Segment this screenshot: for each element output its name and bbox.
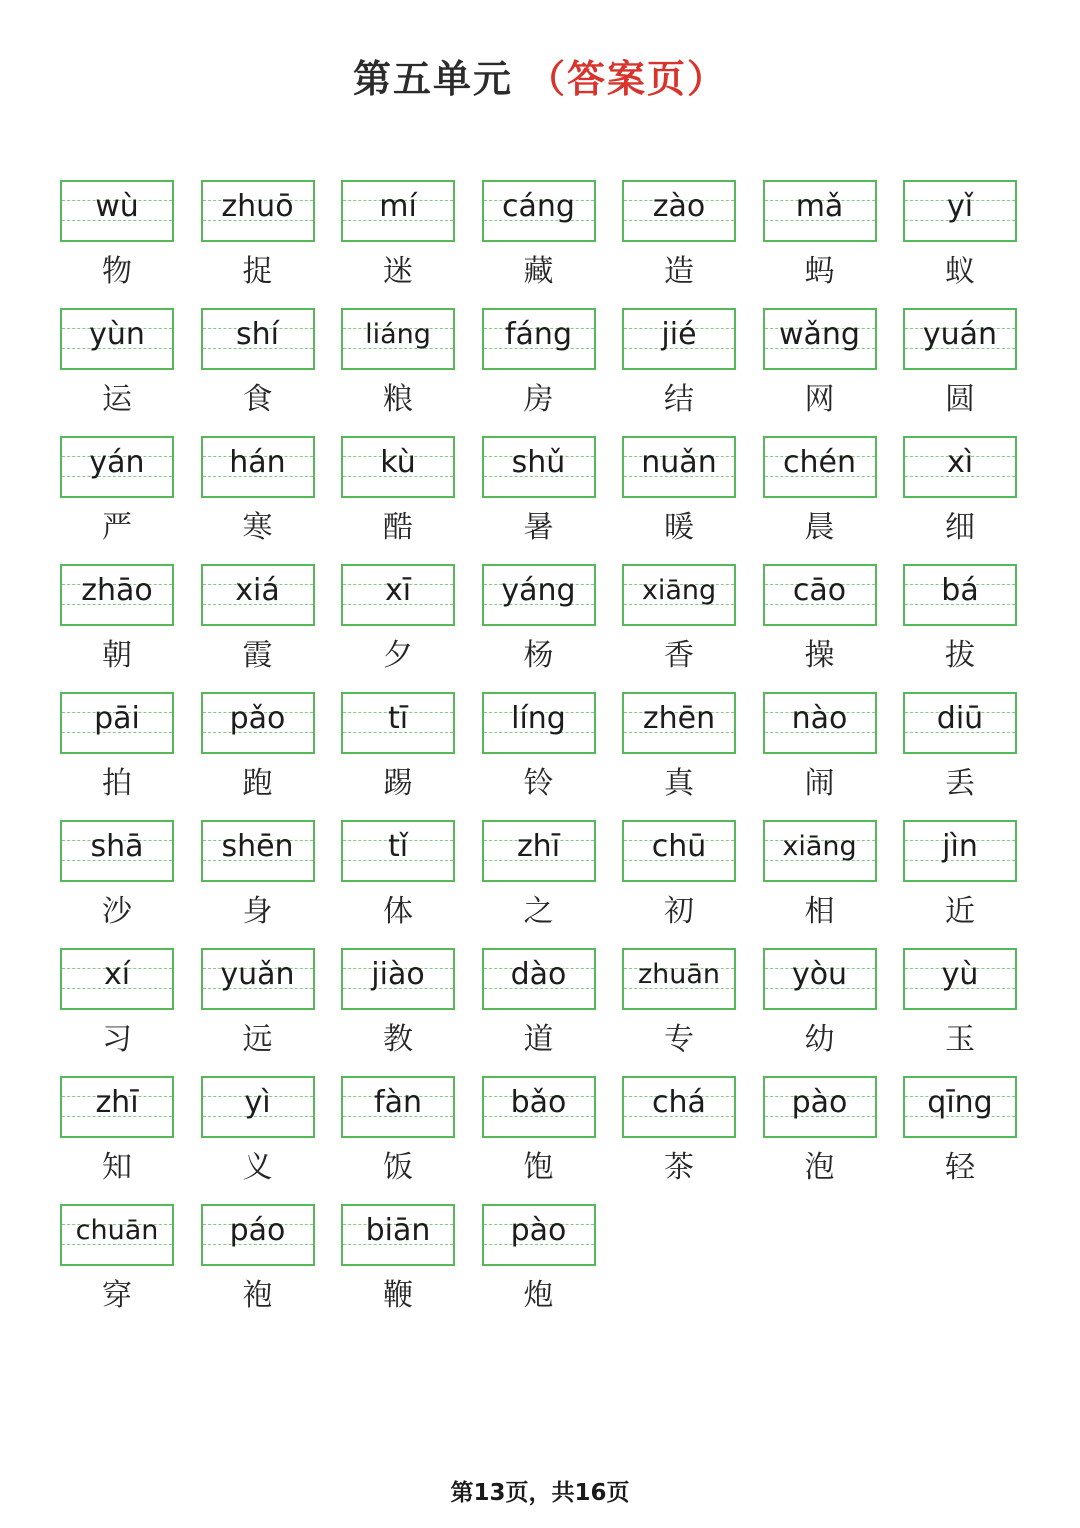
hanzi-char: 圆 xyxy=(945,382,975,417)
hanzi-char: 饭 xyxy=(383,1150,413,1185)
pinyin-box xyxy=(60,564,174,626)
pinyin-text: xiá xyxy=(235,573,280,608)
pinyin-text: fàn xyxy=(374,1085,422,1120)
word-cell xyxy=(622,564,736,692)
word-cell xyxy=(622,308,736,436)
word-cell xyxy=(201,180,315,308)
pinyin-text: chá xyxy=(652,1085,706,1120)
pinyin-box xyxy=(622,308,736,370)
pinyin-box xyxy=(60,948,174,1010)
pinyin-box xyxy=(622,564,736,626)
pinyin-text: xiāng xyxy=(641,575,717,606)
pinyin-text: zhuān xyxy=(637,959,721,990)
word-cell xyxy=(763,436,877,564)
hanzi-char: 物 xyxy=(102,254,132,289)
hanzi-char: 沙 xyxy=(102,894,132,929)
hanzi-char: 捉 xyxy=(242,254,273,289)
hanzi-char: 运 xyxy=(102,382,132,417)
pinyin-box xyxy=(60,308,174,370)
word-cell xyxy=(903,308,1017,436)
pinyin-box xyxy=(201,1204,315,1266)
hanzi-char: 身 xyxy=(242,894,273,929)
title-main: 第五单元 xyxy=(352,56,513,101)
pinyin-box xyxy=(903,180,1017,242)
hanzi-char: 专 xyxy=(664,1022,694,1057)
hanzi-char: 踢 xyxy=(383,766,413,801)
pinyin-box xyxy=(903,436,1017,498)
grid-row xyxy=(60,308,1020,436)
pinyin-box xyxy=(763,180,877,242)
pinyin-text: yuǎn xyxy=(220,957,295,992)
pinyin-text: xí xyxy=(103,957,131,992)
word-cell xyxy=(60,948,174,1076)
pinyin-box xyxy=(60,436,174,498)
hanzi-char: 晨 xyxy=(804,510,835,545)
pinyin-box xyxy=(201,692,315,754)
hanzi-char: 寒 xyxy=(242,510,273,545)
hanzi-char: 远 xyxy=(242,1022,273,1057)
word-cell xyxy=(622,948,736,1076)
pinyin-box xyxy=(482,948,596,1010)
grid-row xyxy=(60,180,1020,308)
hanzi-char: 暑 xyxy=(523,510,554,545)
pinyin-box xyxy=(622,692,736,754)
hanzi-char: 幼 xyxy=(804,1022,835,1057)
pinyin-box xyxy=(903,692,1017,754)
hanzi-char: 跑 xyxy=(242,766,273,801)
pinyin-answer-grid xyxy=(60,180,1020,1332)
pinyin-box xyxy=(60,1204,174,1266)
pinyin-box xyxy=(201,948,315,1010)
pinyin-text: cāo xyxy=(792,573,847,608)
word-cell xyxy=(903,180,1017,308)
word-cell xyxy=(60,692,174,820)
pinyin-text: fáng xyxy=(504,317,572,352)
pinyin-box xyxy=(622,820,736,882)
pinyin-box xyxy=(341,1076,455,1138)
grid-row xyxy=(60,1076,1020,1204)
pinyin-text: tī xyxy=(387,701,409,736)
word-cell xyxy=(763,820,877,948)
pinyin-box xyxy=(341,564,455,626)
word-cell xyxy=(763,692,877,820)
pinyin-text: jié xyxy=(661,317,697,352)
hanzi-char: 霞 xyxy=(242,638,273,673)
pinyin-text: yǐ xyxy=(946,189,974,224)
pinyin-text: kù xyxy=(380,445,416,480)
word-cell xyxy=(60,1076,174,1204)
pinyin-box xyxy=(482,820,596,882)
hanzi-char: 杨 xyxy=(523,638,554,673)
hanzi-char: 香 xyxy=(664,638,694,673)
word-cell xyxy=(201,1076,315,1204)
word-cell xyxy=(201,436,315,564)
pinyin-box xyxy=(622,948,736,1010)
pinyin-box xyxy=(763,564,877,626)
hanzi-char: 义 xyxy=(242,1150,273,1185)
grid-row xyxy=(60,564,1020,692)
word-cell xyxy=(622,1076,736,1204)
pinyin-text: hán xyxy=(229,445,286,480)
pinyin-text: mǎ xyxy=(795,189,844,224)
pinyin-box xyxy=(622,1076,736,1138)
hanzi-char: 茶 xyxy=(664,1150,694,1185)
pinyin-box xyxy=(60,692,174,754)
pinyin-box xyxy=(341,948,455,1010)
hanzi-char: 闹 xyxy=(804,766,835,801)
pinyin-box xyxy=(201,820,315,882)
pinyin-box xyxy=(482,564,596,626)
word-cell xyxy=(903,1076,1017,1204)
word-cell xyxy=(341,820,455,948)
hanzi-char: 玉 xyxy=(945,1022,975,1057)
pinyin-box xyxy=(60,820,174,882)
word-cell xyxy=(341,308,455,436)
grid-row xyxy=(60,820,1020,948)
hanzi-char: 穿 xyxy=(102,1278,132,1313)
word-cell xyxy=(482,820,596,948)
pinyin-text: zhuō xyxy=(221,189,294,224)
pinyin-box xyxy=(201,180,315,242)
pinyin-text: yòu xyxy=(791,957,848,992)
pinyin-text: zhī xyxy=(95,1085,139,1120)
pinyin-text: líng xyxy=(511,701,566,736)
pinyin-text: cáng xyxy=(502,189,575,224)
pinyin-box xyxy=(482,180,596,242)
pinyin-text: biān xyxy=(365,1213,431,1248)
pinyin-text: pǎo xyxy=(229,701,286,736)
hanzi-char: 之 xyxy=(523,894,554,929)
hanzi-char: 道 xyxy=(523,1022,554,1057)
pinyin-text: chén xyxy=(783,445,856,480)
hanzi-char: 迷 xyxy=(383,254,413,289)
pinyin-text: xī xyxy=(384,573,412,608)
hanzi-char: 严 xyxy=(102,510,132,545)
pinyin-text: bá xyxy=(941,573,979,608)
word-cell xyxy=(201,564,315,692)
pinyin-box xyxy=(60,1076,174,1138)
pinyin-text: zào xyxy=(652,189,706,224)
hanzi-char: 泡 xyxy=(804,1150,835,1185)
pinyin-box xyxy=(482,436,596,498)
pinyin-text: diū xyxy=(936,701,984,736)
pinyin-box xyxy=(622,180,736,242)
word-cell xyxy=(903,820,1017,948)
word-cell xyxy=(622,436,736,564)
hanzi-char: 知 xyxy=(102,1150,132,1185)
hanzi-char: 夕 xyxy=(383,638,413,673)
hanzi-char: 拍 xyxy=(102,766,132,801)
word-cell xyxy=(60,180,174,308)
pinyin-box xyxy=(482,692,596,754)
grid-row xyxy=(60,1204,1020,1332)
hanzi-char: 真 xyxy=(664,766,694,801)
hanzi-char: 暖 xyxy=(664,510,694,545)
pinyin-text: nào xyxy=(791,701,848,736)
pinyin-text: yuán xyxy=(922,317,998,352)
pinyin-text: wù xyxy=(95,189,139,224)
word-cell xyxy=(201,820,315,948)
hanzi-char: 饱 xyxy=(523,1150,554,1185)
pinyin-text: yù xyxy=(941,957,979,992)
word-cell xyxy=(903,436,1017,564)
pinyin-text: chū xyxy=(651,829,707,864)
word-cell xyxy=(60,564,174,692)
pinyin-box xyxy=(763,436,877,498)
word-cell xyxy=(341,692,455,820)
hanzi-char: 食 xyxy=(242,382,273,417)
pinyin-box xyxy=(60,180,174,242)
pinyin-box xyxy=(903,308,1017,370)
word-cell xyxy=(903,948,1017,1076)
pinyin-text: yùn xyxy=(89,317,145,352)
pinyin-box xyxy=(763,948,877,1010)
pinyin-text: qīng xyxy=(927,1085,993,1120)
pinyin-text: zhāo xyxy=(81,573,153,608)
hanzi-char: 酷 xyxy=(383,510,413,545)
hanzi-char: 袍 xyxy=(242,1278,273,1313)
grid-row xyxy=(60,948,1020,1076)
pinyin-box xyxy=(763,820,877,882)
pinyin-box xyxy=(763,308,877,370)
pinyin-text: xì xyxy=(946,445,974,480)
pinyin-box xyxy=(622,436,736,498)
page-number: 第13页，共16页 xyxy=(450,1480,630,1506)
pinyin-box xyxy=(341,436,455,498)
word-cell xyxy=(201,948,315,1076)
word-cell xyxy=(201,692,315,820)
word-cell xyxy=(482,180,596,308)
word-cell xyxy=(903,692,1017,820)
pinyin-text: yán xyxy=(89,445,145,480)
pinyin-box xyxy=(201,564,315,626)
grid-row xyxy=(60,692,1020,820)
pinyin-box xyxy=(482,1204,596,1266)
pinyin-box xyxy=(763,1076,877,1138)
hanzi-char: 蚁 xyxy=(945,254,975,289)
hanzi-char: 结 xyxy=(664,382,694,417)
pinyin-text: xiāng xyxy=(782,831,857,862)
hanzi-char: 炮 xyxy=(523,1278,554,1313)
word-cell xyxy=(60,308,174,436)
pinyin-text: tǐ xyxy=(387,829,409,864)
pinyin-text: shí xyxy=(236,317,279,352)
word-cell xyxy=(482,436,596,564)
pinyin-text: dào xyxy=(510,957,567,992)
word-cell xyxy=(341,564,455,692)
pinyin-box xyxy=(763,692,877,754)
word-cell xyxy=(60,436,174,564)
pinyin-box xyxy=(482,308,596,370)
word-cell xyxy=(60,820,174,948)
word-cell xyxy=(341,180,455,308)
word-cell xyxy=(763,1076,877,1204)
pinyin-box xyxy=(341,692,455,754)
hanzi-char: 铃 xyxy=(523,766,554,801)
hanzi-char: 轻 xyxy=(945,1150,975,1185)
word-cell xyxy=(201,1204,315,1332)
pinyin-box xyxy=(341,308,455,370)
hanzi-char: 造 xyxy=(664,254,694,289)
word-cell xyxy=(763,180,877,308)
pinyin-text: pāi xyxy=(94,701,140,736)
hanzi-char: 习 xyxy=(102,1022,132,1057)
word-cell xyxy=(763,308,877,436)
pinyin-text: yì xyxy=(244,1085,271,1120)
word-cell xyxy=(622,820,736,948)
pinyin-text: jiào xyxy=(371,957,425,992)
pinyin-text: zhēn xyxy=(642,701,716,736)
pinyin-box xyxy=(201,1076,315,1138)
pinyin-text: chuān xyxy=(75,1215,159,1246)
word-cell xyxy=(482,692,596,820)
hanzi-char: 网 xyxy=(804,382,835,417)
hanzi-char: 体 xyxy=(383,894,413,929)
pinyin-text: pào xyxy=(791,1085,848,1120)
pinyin-box xyxy=(341,1204,455,1266)
hanzi-char: 丢 xyxy=(945,766,975,801)
word-cell xyxy=(341,436,455,564)
pinyin-text: shǔ xyxy=(511,445,566,480)
word-cell xyxy=(60,1204,174,1332)
pinyin-text: páo xyxy=(229,1213,286,1248)
hanzi-char: 粮 xyxy=(383,382,413,417)
hanzi-char: 操 xyxy=(804,638,835,673)
title-sub: （答案页） xyxy=(527,56,728,101)
hanzi-char: 朝 xyxy=(102,638,132,673)
pinyin-text: jìn xyxy=(942,829,978,864)
word-cell xyxy=(341,948,455,1076)
word-cell xyxy=(201,308,315,436)
word-cell xyxy=(482,308,596,436)
word-cell xyxy=(622,692,736,820)
word-cell xyxy=(903,564,1017,692)
pinyin-text: nuǎn xyxy=(641,445,717,480)
word-cell xyxy=(763,564,877,692)
hanzi-char: 蚂 xyxy=(804,254,835,289)
pinyin-text: shā xyxy=(90,829,144,864)
hanzi-char: 初 xyxy=(664,894,694,929)
word-cell xyxy=(482,1204,596,1332)
pinyin-box xyxy=(903,948,1017,1010)
hanzi-char: 房 xyxy=(523,382,554,417)
pinyin-text: pào xyxy=(510,1213,567,1248)
hanzi-char: 拔 xyxy=(945,638,975,673)
word-cell xyxy=(763,948,877,1076)
word-cell xyxy=(341,1076,455,1204)
pinyin-text: wǎng xyxy=(779,317,860,352)
pinyin-box xyxy=(903,820,1017,882)
hanzi-char: 教 xyxy=(383,1022,413,1057)
pinyin-box xyxy=(201,436,315,498)
word-cell xyxy=(341,1204,455,1332)
hanzi-char: 细 xyxy=(945,510,975,545)
page-title xyxy=(0,48,1080,103)
word-cell xyxy=(482,1076,596,1204)
pinyin-text: mí xyxy=(379,189,417,224)
pinyin-box xyxy=(903,564,1017,626)
pinyin-text: yáng xyxy=(501,573,576,608)
pinyin-box xyxy=(201,308,315,370)
pinyin-text: bǎo xyxy=(510,1085,567,1120)
hanzi-char: 藏 xyxy=(523,254,554,289)
word-cell xyxy=(622,180,736,308)
hanzi-char: 近 xyxy=(945,894,975,929)
word-cell xyxy=(482,948,596,1076)
hanzi-char: 鞭 xyxy=(383,1278,413,1313)
pinyin-box xyxy=(482,1076,596,1138)
hanzi-char: 相 xyxy=(804,894,835,929)
pinyin-box xyxy=(903,1076,1017,1138)
word-cell xyxy=(482,564,596,692)
pinyin-box xyxy=(341,820,455,882)
grid-row xyxy=(60,436,1020,564)
pinyin-text: zhī xyxy=(516,829,561,864)
pinyin-text: liáng xyxy=(365,319,431,350)
pinyin-box xyxy=(341,180,455,242)
pinyin-text: shēn xyxy=(221,829,294,864)
